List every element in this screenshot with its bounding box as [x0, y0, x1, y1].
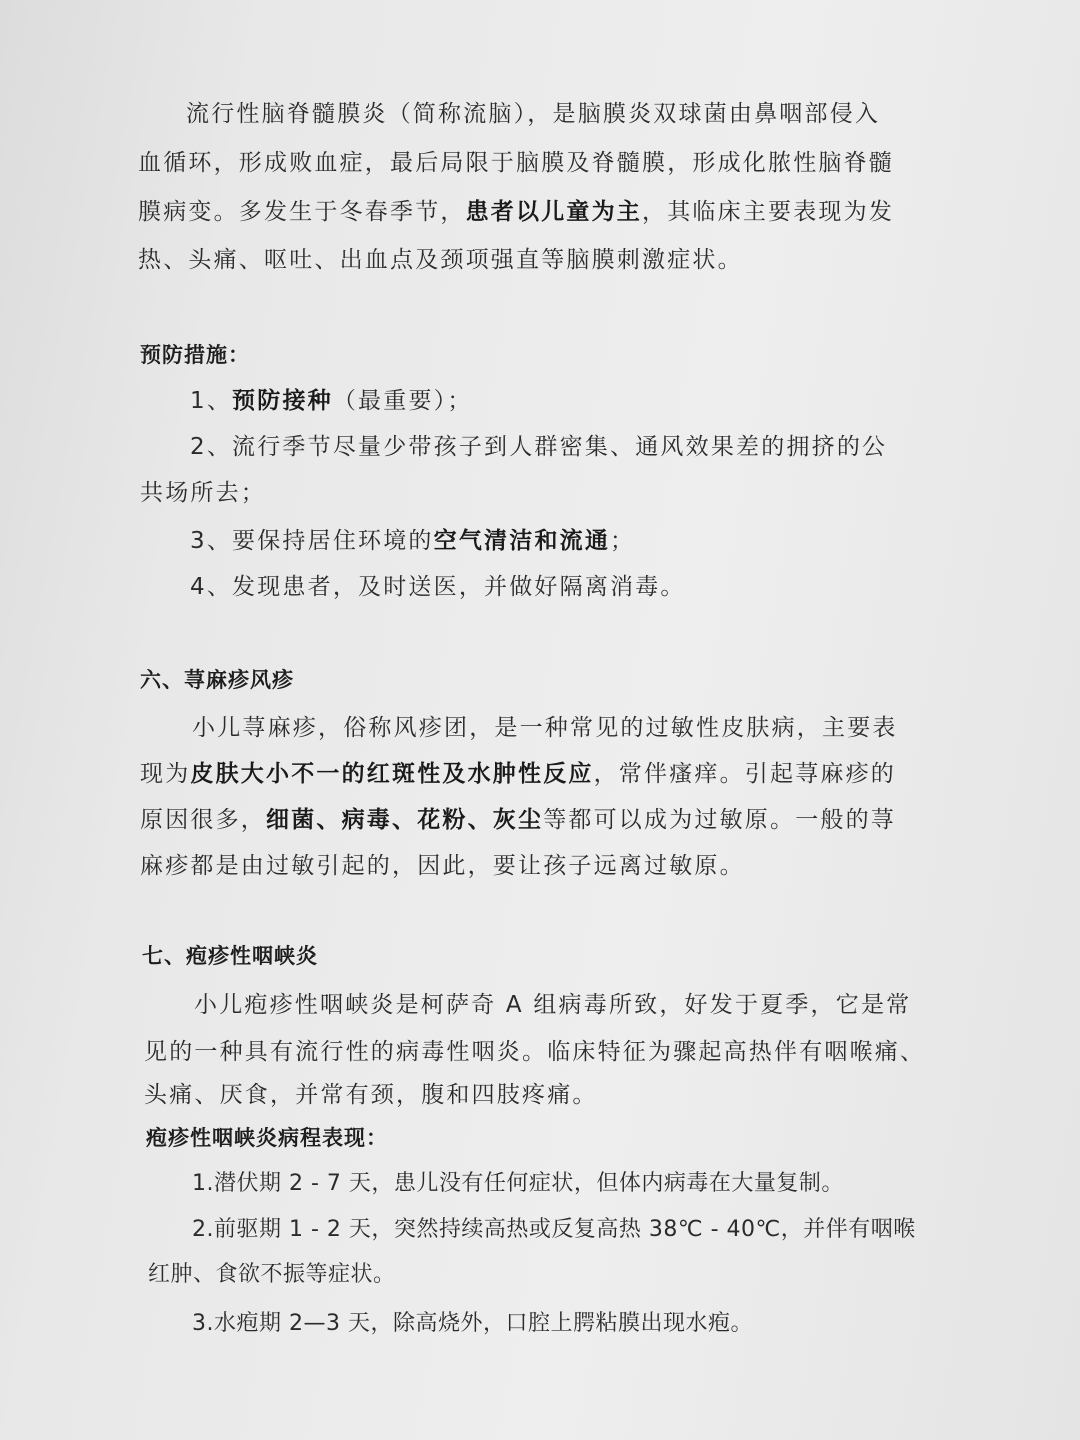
- prevention-heading: 预防措施：: [140, 343, 250, 367]
- prevention-item-2-line-1: 2、流行季节尽量少带孩子到人群密集、通风效果差的拥挤的公: [190, 434, 888, 460]
- stage-1: 1.潜伏期 2 - 7 天，患儿没有任何症状，但体内病毒在大量复制。: [192, 1171, 844, 1196]
- stage-3: 3.水疱期 2—3 天，除高烧外，口腔上腭粘膜出现水疱。: [192, 1311, 753, 1336]
- herpangina-line-2: 见的一种具有流行性的病毒性咽炎。临床特征为骤起高热伴有咽喉痛、: [144, 1039, 926, 1065]
- prevention-item-3: 3、要保持居住环境的空气清洁和流通；: [190, 528, 636, 554]
- urticaria-line-1: 小儿荨麻疹，俗称风疹团，是一种常见的过敏性皮肤病，主要表: [192, 715, 898, 741]
- urticaria-line-3: 原因很多，细菌、病毒、花粉、灰尘等都可以成为过敏原。一般的荨: [140, 807, 897, 833]
- herpangina-course-heading: 疱疹性咽峡炎病程表现：: [146, 1126, 388, 1150]
- intro-line-3: 膜病变。多发生于冬春季节，患者以儿童为主，其临床主要表现为发: [138, 199, 895, 225]
- herpangina-heading: 七、疱疹性咽峡炎: [142, 944, 318, 968]
- intro-line-1: 流行性脑脊髓膜炎（简称流脑），是脑膜炎双球菌由鼻咽部侵入: [186, 101, 881, 127]
- stage-2-line-1: 2.前驱期 1 - 2 天，突然持续高热或反复高热 38℃ - 40℃，并伴有咽喉: [192, 1217, 916, 1242]
- herpangina-line-3: 头痛、厌食，并常有颈，腹和四肢疼痛。: [144, 1082, 598, 1108]
- urticaria-line-2: 现为皮肤大小不一的红斑性及水肿性反应，常伴瘙痒。引起荨麻疹的: [140, 761, 897, 787]
- intro-line-2: 血循环，形成败血症，最后局限于脑膜及脊髓膜，形成化脓性脑脊髓: [138, 150, 894, 176]
- urticaria-line-4: 麻疹都是由过敏引起的，因此，要让孩子远离过敏原。: [140, 853, 745, 879]
- prevention-item-2-line-2: 共场所去；: [140, 480, 266, 506]
- herpangina-line-1: 小儿疱疹性咽峡炎是柯萨奇 A 组病毒所致，好发于夏季，它是常: [194, 992, 912, 1018]
- prevention-item-1: 1、预防接种（最重要）；: [190, 388, 473, 414]
- prevention-item-4: 4、发现患者，及时送医，并做好隔离消毒。: [190, 574, 686, 600]
- intro-line-4: 热、头痛、呕吐、出血点及颈项强直等脑膜刺激症状。: [138, 247, 743, 273]
- urticaria-heading: 六、荨麻疹风疹: [140, 668, 294, 692]
- stage-2-line-2: 红肿、食欲不振等症状。: [148, 1262, 396, 1287]
